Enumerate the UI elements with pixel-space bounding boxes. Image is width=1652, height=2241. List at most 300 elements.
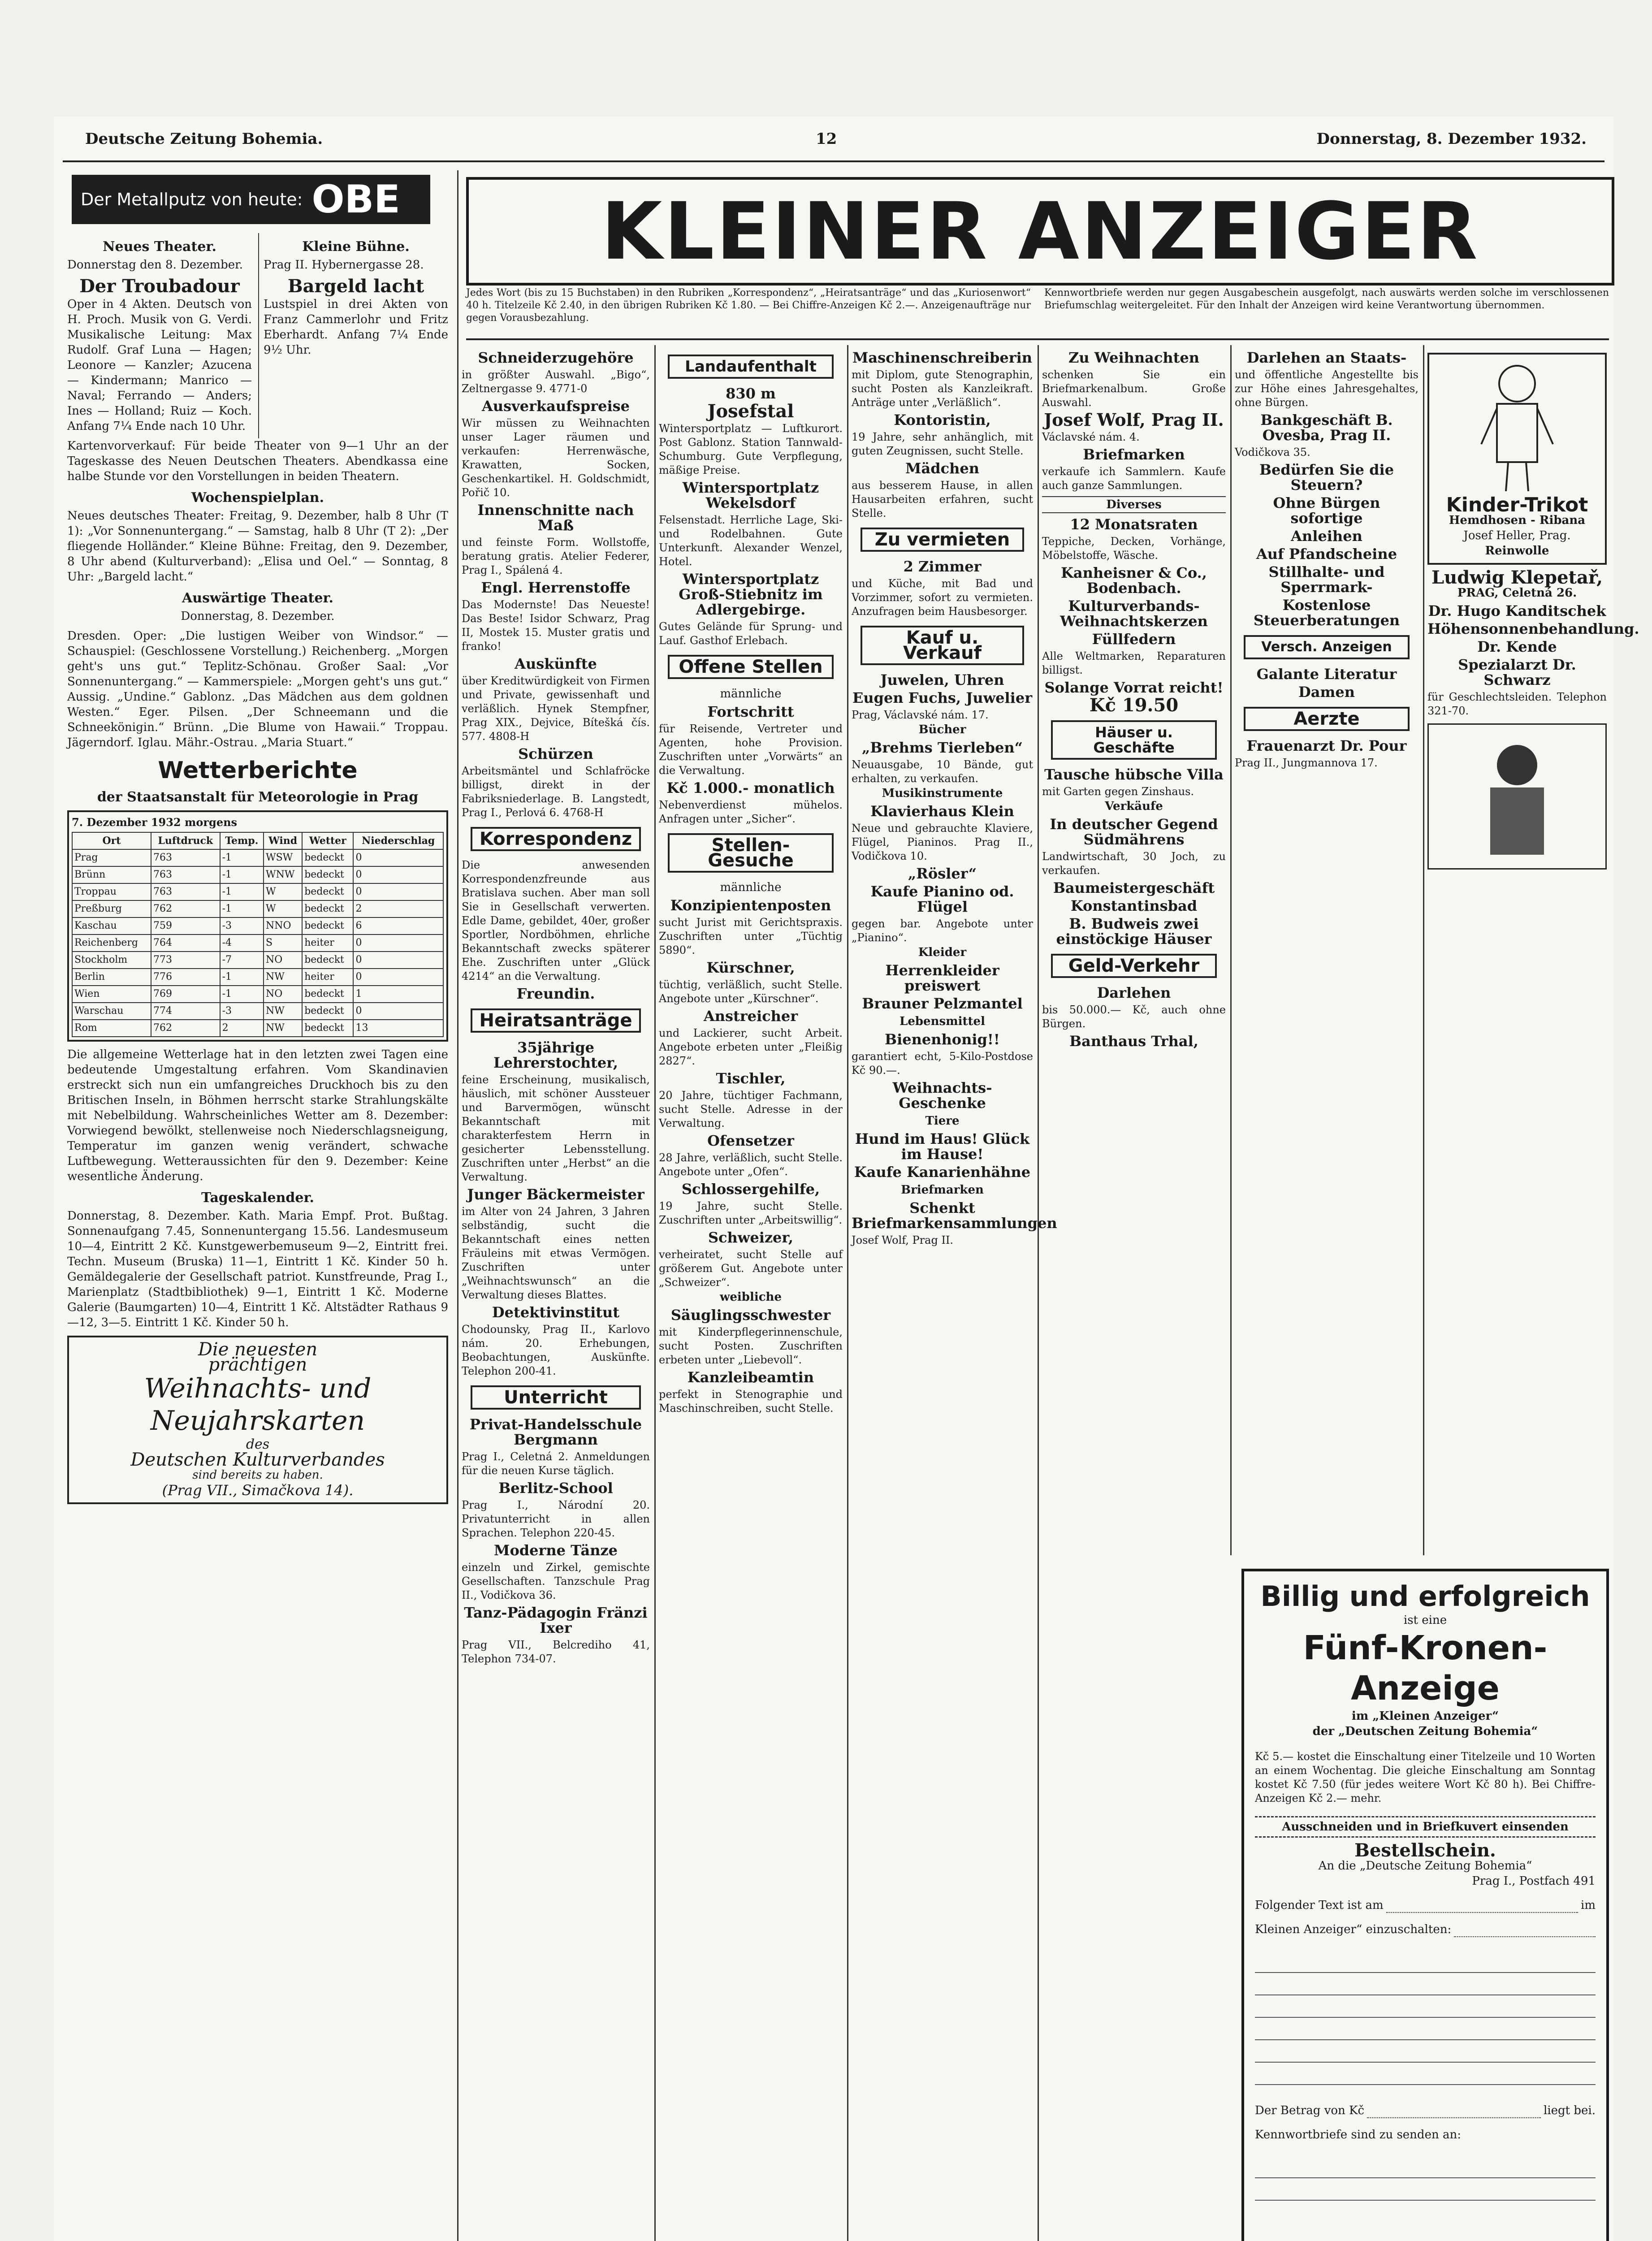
ad-title: Kaufe Kanarienhähne	[854, 1164, 1031, 1181]
pictorial-advertisement	[1427, 723, 1607, 870]
sub-verkaeufe: Verkäufe	[1105, 800, 1163, 813]
ad-title: Wintersportplatz Groß-Stiebnitz im Adlergebirge.	[679, 571, 823, 618]
table-cell: 763	[151, 866, 220, 883]
section-stellen-gesuche: Stellen-Gesuche	[668, 833, 834, 873]
ad-budweis	[1042, 916, 1226, 947]
table-cell: 763	[151, 849, 220, 866]
table-cell: Kaschau	[72, 917, 151, 934]
fk-sub: ist eine	[1403, 1614, 1447, 1627]
ad-bankhaus-trhal	[1042, 1034, 1226, 1049]
table-row	[72, 1020, 443, 1037]
ad-title: Weihnachts-Geschenke	[892, 1079, 992, 1112]
figure-illustration	[1450, 734, 1584, 859]
ad-bienenhonig	[852, 1032, 1033, 1077]
table-cell: bedeckt	[302, 866, 353, 883]
fk-text-lines[interactable]	[1255, 1951, 1596, 2094]
ad-text: über Kreditwürdigkeit von Firmen und Private, gewissenhaft und verläßlich. Hynek Stempfner, Prag XIX., Dejvice, Bítešká čís. 577. 4808-H	[462, 675, 650, 743]
ad-text: für Reisende, Vertreter und Agenten, hohe Provision. Zuschriften unter „Vorwärts“ an die Verwaltung.	[659, 722, 843, 777]
ad-herrenstoffe	[462, 580, 650, 653]
karten-ad-l6: Deutschen Kulturverbandes	[130, 1449, 385, 1470]
fk-field-1[interactable]	[1255, 1898, 1596, 1913]
sub-briefmarken: Briefmarken	[901, 1183, 984, 1197]
ad-title: Innenschnitte nach Maß	[477, 502, 634, 534]
table-row	[72, 917, 443, 934]
ad-title: Auf Pfandscheine	[1256, 545, 1397, 562]
ad-text: mit Diplom, gute Stenographin, sucht Posten als Kanzleikraft. Anträge unter „Verläßlich“.	[852, 368, 1033, 409]
ad-title: Privat-Handelsschule Bergmann	[469, 1416, 642, 1448]
fk-addr1: An die „Deutsche Zeitung Bohemia“	[1318, 1859, 1532, 1873]
ad-text: Das Modernste! Das Neueste! Das Beste! Isidor Schwarz, Prag II, Mostek 15. Muster gratis und franko!	[462, 598, 650, 653]
klepetar: Ludwig Klepetař,	[1431, 567, 1603, 588]
table-cell: Wien	[72, 986, 151, 1003]
table-cell: bedeckt	[302, 986, 353, 1003]
ad-title: Füllfedern	[1092, 631, 1176, 648]
table-cell: -3	[220, 917, 264, 934]
form-label: Der Betrag von Kč	[1255, 2104, 1365, 2117]
form-line[interactable]	[1386, 1898, 1578, 1913]
ad-klavierhaus	[852, 804, 1033, 863]
theater-play: Der Troubadour	[79, 276, 240, 297]
table-cell: WNW	[264, 866, 302, 883]
table-row	[72, 934, 443, 952]
column-5	[1042, 347, 1226, 2241]
fk-field-3[interactable]	[1255, 2103, 1596, 2118]
form-label: im	[1581, 1899, 1596, 1912]
table-cell: 774	[151, 1003, 220, 1020]
column-divider	[847, 345, 848, 2241]
table-cell: bedeckt	[302, 900, 353, 917]
ad-text: perfekt in Stenographie und Maschinschreiben, sucht Stelle.	[659, 1388, 843, 1415]
ad-text: mit Kinderpflegerinnenschule, sucht Posten. Zuschriften erbeten unter „Liebevoll“.	[659, 1326, 843, 1366]
ad-darlehen	[1042, 985, 1226, 1031]
ad-title: Ausverkaufspreise	[482, 398, 630, 415]
form-label: liegt bei.	[1544, 2104, 1596, 2117]
ad-text: 20 Jahre, tüchtiger Fachmann, sucht Stelle. Adresse in der Verwaltung.	[659, 1089, 843, 1129]
ad-ofensetzer	[659, 1133, 843, 1179]
table-cell: heiter	[302, 934, 353, 952]
ad-kuerschner	[659, 960, 843, 1006]
ad-kontoristin	[852, 412, 1033, 458]
karten-ad-l5: des	[246, 1436, 270, 1452]
weekplan-text: Neues deutsches Theater: Freitag, 9. Dezember, halb 8 Uhr (T 1): „Vor Sonnenuntergang.“ — Samstag, halb 8 Uhr (T 2): „Der fliegende Holländer.“ Kleine Bühne: Freitag, den 9. Dezember, 8 Uhr abend (Kulturverband): „Elisa und Oel.“ — Sonntag, 8 Uhr: „Bargeld lacht.“	[67, 509, 448, 584]
table-row	[72, 952, 443, 969]
ad-bergmann	[462, 1417, 650, 1478]
column-divider	[457, 170, 458, 2241]
ad-briefmarkensammlungen	[852, 1199, 1057, 1247]
ad-title: Spezialarzt Dr. Schwarz	[1458, 656, 1576, 688]
table-cell: 1	[353, 986, 443, 1003]
table-cell: Prag	[72, 849, 151, 866]
table-cell: NW	[264, 1020, 302, 1037]
ad-frauenarzt	[1235, 738, 1418, 770]
table-cell: Berlin	[72, 969, 151, 986]
ad-text: Prag, Václavské nám. 17.	[852, 709, 989, 721]
ad-saeuglingsschwester	[659, 1307, 843, 1367]
banner-title: KLEINER ANZEIGER	[601, 185, 1479, 277]
ad-suedmaehren	[1042, 817, 1226, 878]
ad-title: Kontoristin,	[894, 411, 991, 428]
table-cell: Rom	[72, 1020, 151, 1037]
table-cell: Preßburg	[72, 900, 151, 917]
weekplan-title: Wochenspielplan.	[191, 490, 324, 506]
ad-title: Josef Wolf, Prag II.	[1044, 410, 1224, 430]
weather-text: Die allgemeine Wetterlage hat in den letzten zwei Tagen eine bedeutende Umgestaltung erfahren. Vom Skandinavien erstreckt sich nun ein umfangreiches Druckhoch bis zu den Britischen Inseln, in Böhmen herrscht starke Strahlungskälte mit Nebelbildung. Wahrscheinliches Wetter am 8. Dezember: Vorwiegend bewölkt, stellenweise noch Niederschlagsneigung, Temperatur im ganzen wenig verändert, schwache Luftbewegung. Wetteraussichten für den 9. Dezember: Keine wesentliche Änderung.	[67, 1048, 448, 1183]
ad-title: Bankgeschäft B. Ovesba, Prag II.	[1260, 411, 1393, 444]
child-illustration	[1472, 359, 1562, 493]
form-line[interactable]	[1367, 2103, 1541, 2118]
ad-title: 35jährige Lehrerstochter,	[493, 1039, 618, 1071]
ad-title: Baumeistergeschäft	[1053, 879, 1215, 896]
ad-title: Brauner Pelzmantel	[862, 995, 1023, 1012]
kleine-buehne-address: Prag II. Hybernergasse 28.	[264, 258, 424, 272]
ad-text: Wintersportplatz — Luftkurort. Post Gablonz. Station Tannwald-Schumburg. Gute Verpflegung, mäßige Preise.	[659, 422, 843, 476]
ad-text: Die anwesenden Korrespondenzfreunde aus Bratislava suchen. Aber man soll Sie in Gesellschaft verwerten. Edle Dame, gebildet, 40er, großer Sportler, Nordböhmen, ehrliche Bekanntschaft zwecks späterer Ehe. Zuschriften unter „Glück 4214“ an die Verwaltung.	[462, 859, 650, 982]
ad-title: Kulturverbands-Weihnachtskerzen	[1060, 597, 1208, 630]
ad-galante-literatur	[1235, 666, 1418, 682]
section-haeuser-geschaefte: Häuser u. Geschäfte	[1051, 720, 1217, 760]
ad-josefstal	[659, 386, 843, 477]
ad-weihnachtskerzen	[1042, 598, 1226, 629]
weather-col-header: Temp.	[220, 832, 264, 849]
sub-buecher: Bücher	[918, 723, 966, 736]
ad-schlossergehilfe	[659, 1181, 843, 1227]
ad-title: Höhensonnenbehandlung.	[1427, 620, 1639, 637]
table-cell: Stockholm	[72, 952, 151, 969]
weather-col-header: Ort	[72, 832, 151, 849]
section-heiratsantraege: Heiratsanträge	[471, 1008, 641, 1033]
auswaertig-title: Auswärtige Theater.	[182, 590, 333, 606]
ad-title: Hund im Haus! Glück im Hause!	[855, 1130, 1030, 1163]
ad-text: Teppiche, Decken, Vorhänge, Möbelstoffe, Wäsche.	[1042, 535, 1226, 562]
ad-steuerberatungen	[1235, 597, 1418, 628]
ad-title: Klavierhaus Klein	[870, 803, 1014, 820]
ad-title: Juwelen, Uhren	[880, 671, 1004, 688]
ad-title: Schenkt Briefmarkensammlungen	[852, 1199, 1057, 1232]
weather-col-header: Wind	[264, 832, 302, 849]
rates-right: Kennwortbriefe werden nur gegen Ausgabeschein ausgefolgt, nach auswärts werden solche im verschlossenen Briefumschlag weitergeleitet. Für den Inhalt der Anzeigen wird keine Verantwortung übernommen.	[1044, 287, 1609, 311]
table-cell: bedeckt	[302, 1020, 353, 1037]
ad-ausverkauf	[462, 398, 650, 500]
table-cell: bedeckt	[302, 952, 353, 969]
table-cell: 0	[353, 969, 443, 986]
table-cell: 762	[151, 900, 220, 917]
ad-title: Kostenlose Steuerberatungen	[1253, 597, 1400, 629]
ad-title: Tischler,	[716, 1070, 786, 1087]
section-kauf-verkauf: Kauf u. Verkauf	[861, 626, 1024, 665]
ad-title: Säuglingsschwester	[670, 1307, 831, 1324]
ad-title: 2 Zimmer	[903, 558, 982, 575]
column-2	[462, 347, 650, 2241]
table-row	[72, 900, 443, 917]
ad-title: Kč 19.50	[1089, 695, 1179, 716]
sub-diverses: Diverses	[1042, 496, 1226, 513]
theater-cast: Oper in 4 Akten. Deutsch von H. Proch. Musik von G. Verdi. Musikalische Leitung: Max Rudolf. Graf Luna — Hagen; Leonore — Kanzler; Azucena — Kindermann; Manrico — Naval; Ferrando — Anders; Ines — Holland; Ruiz — Koch. Anfang 7¼ Ende nach 10 Uhr.	[67, 298, 252, 433]
ad-text: Neuausgabe, 10 Bände, gut erhalten, zu verkaufen.	[852, 758, 1033, 785]
weather-caption: 7. Dezember 1932 morgens	[72, 816, 238, 829]
ad-title: Zu Weihnachten	[1068, 349, 1200, 366]
ad-title: Junger Bäckermeister	[467, 1186, 644, 1203]
ad-title: Mädchen	[905, 460, 979, 477]
ad-moderne-taenze	[462, 1543, 650, 1602]
fuenf-kronen-ad	[1241, 1569, 1609, 2241]
ad-kinder-trikot	[1427, 353, 1607, 565]
fk-title: Billig und erfolgreich	[1260, 1580, 1590, 1613]
ad-text: Prag I., Národní 20. Privatunterricht in allen Sprachen. Telephon 220-45.	[462, 1499, 650, 1539]
table-cell: NO	[264, 986, 302, 1003]
table-cell: -3	[220, 1003, 264, 1020]
ad-title: Solange Vorrat reicht!	[1044, 679, 1224, 696]
table-cell: NO	[264, 952, 302, 969]
ad-title: Dr. Hugo Kanditschek	[1428, 602, 1606, 619]
ad-text: tüchtig, verläßlich, sucht Stelle. Angebote unter „Kürschner“.	[659, 978, 843, 1005]
table-cell: -1	[220, 883, 264, 900]
section-aerzte: Aerzte	[1244, 707, 1410, 731]
ad-darlehen-staats	[1235, 350, 1418, 410]
weather-table-header	[72, 832, 443, 849]
ad-title: Anleihen	[1291, 528, 1362, 545]
column-divider	[654, 345, 656, 2241]
ad-title: Konzipientenposten	[670, 897, 831, 914]
ad-villa	[1042, 767, 1226, 799]
table-cell: 764	[151, 934, 220, 952]
ad-title: Auskünfte	[515, 655, 597, 672]
ad-wekelsdorf	[659, 480, 843, 569]
table-cell: -1	[220, 900, 264, 917]
ad-zu-weihnachten	[1042, 350, 1226, 410]
table-cell: -1	[220, 969, 264, 986]
section-offene-stellen: Offene Stellen	[668, 655, 834, 679]
page-header	[54, 130, 1613, 157]
ad-konzipient	[659, 898, 843, 957]
ad-text: schenken Sie ein Briefmarkenalbum. Große Auswahl.	[1042, 368, 1226, 409]
ad-title: Kanzleibeamtin	[687, 1369, 814, 1386]
sub-maennliche-2: männliche	[720, 881, 782, 894]
ad-kanzleibeamtin	[659, 1370, 843, 1415]
fk-address-lines[interactable]	[1255, 2156, 1596, 2210]
ad-title: In deutscher Gegend Südmährens	[1050, 816, 1218, 848]
ad-kaufe-pianino	[852, 884, 1033, 945]
ad-text: Nebenverdienst mühelos. Anfragen unter „Sicher“.	[659, 799, 843, 825]
theater-title: Neues Theater.	[103, 239, 216, 255]
ad-title: Darlehen an Staats-	[1246, 349, 1407, 366]
ad-text: Chodounsky, Prag II., Karlovo nám. 20. Erhebungen, Beobachtungen, Auskünfte. Telephon 200-41.	[462, 1323, 650, 1377]
section-unterricht: Unterricht	[471, 1385, 641, 1410]
ad-maedchen	[852, 461, 1033, 520]
ad-title: Freundin.	[516, 985, 595, 1002]
weather-col-header: Niederschlag	[353, 832, 443, 849]
ad-anstreicher	[659, 1008, 843, 1068]
ad-title: Tanz-Pädagogin Fränzi Ixer	[464, 1604, 648, 1636]
ad-text: 19 Jahre, sehr anhänglich, mit guten Zeugnissen, sucht Stelle.	[852, 431, 1033, 457]
ad-text: Wir müssen zu Weihnachten unser Lager räumen und verkaufen: Herrenwäsche, Krawatten, Socken, Geschenkartikel. H. Goldschmidt, Pořič 10.	[462, 417, 650, 499]
ad-title: „Brehms Tierleben“	[861, 739, 1023, 756]
ad-eugen-fuchs	[852, 690, 1033, 722]
table-cell: 2	[353, 900, 443, 917]
fk-field-2[interactable]	[1255, 1922, 1596, 1937]
ad-nebenverdienst	[659, 780, 843, 826]
table-cell: bedeckt	[302, 883, 353, 900]
form-label: Kleinen Anzeiger“ einzuschalten:	[1255, 1923, 1452, 1936]
ad-damen	[1235, 684, 1418, 700]
table-cell: 0	[353, 934, 443, 952]
fk-addr2: Prag I., Postfach 491	[1472, 1874, 1596, 1888]
table-cell: S	[264, 934, 302, 952]
ad-text: Neue und gebrauchte Klaviere, Flügel, Pianinos. Prag II., Vodičkova 10.	[852, 822, 1033, 862]
ad-baeckermeister	[462, 1187, 650, 1302]
ad-monatsraten	[1042, 517, 1226, 562]
kinder-sub: Hemdhosen - Ribana	[1449, 514, 1586, 527]
ad-text: feine Erscheinung, musikalisch, häuslich, mit schöner Aussteuer und Barvermögen, wünscht Bekanntschaft mit charakterfestem Herrn in gesicherter Lebensstellung. Zuschriften unter „Herbst“ an die Verwaltung.	[462, 1073, 650, 1183]
ad-title: Briefmarken	[1083, 446, 1185, 463]
ad-text: und Lackierer, sucht Arbeit. Angebote erbeten unter „Fleißig 2827“.	[659, 1027, 843, 1067]
kleine-buehne-play: Bargeld lacht	[287, 276, 424, 297]
ad-title: 12 Monatsraten	[1070, 516, 1198, 533]
ad-schneiderzugehoere	[462, 350, 650, 396]
ad-title: Berlitz-School	[498, 1480, 613, 1497]
ad-title: Konstantinsbad	[1070, 897, 1198, 914]
table-row	[72, 986, 443, 1003]
ad-roesler	[852, 866, 1033, 881]
theater-date: Donnerstag den 8. Dezember.	[67, 258, 243, 272]
ad-steuern	[1235, 462, 1418, 493]
table-cell: Reichenberg	[72, 934, 151, 952]
ad-text: aus besserem Hause, in allen Hausarbeiten erfahren, sucht Stelle.	[852, 479, 1033, 519]
ad-title: Schürzen	[518, 745, 593, 762]
ad-title: B. Budweis zwei einstöckige Häuser	[1056, 915, 1212, 947]
table-cell: 776	[151, 969, 220, 986]
sub-tiere: Tiere	[925, 1114, 960, 1128]
ad-kanheisner	[1042, 565, 1226, 596]
weather-col-header: Wetter	[302, 832, 353, 849]
kleiner-anzeiger-banner	[466, 177, 1614, 286]
ad-text: und feinste Form. Wollstoffe, beratung gratis. Atelier Federer, Prag I., Spálená 4.	[462, 536, 650, 576]
column-1	[67, 233, 448, 2241]
table-cell: -1	[220, 866, 264, 883]
karten-ad-l2: prächtigen	[208, 1354, 307, 1375]
ad-title: Engl. Herrenstoffe	[481, 579, 631, 596]
weather-table-body	[72, 849, 443, 1037]
auswaertig-text: Dresden. Oper: „Die lustigen Weiber von Windsor.“ — Schauspiel: (Geschlossene Vorstellung.) Reichenberg. „Morgen geht's uns gut.“ Teplitz-Schönau. Großer Saal: „Vor Sonnenuntergang.“ — Kammerspiele: „Morgen geht's uns gut.“ Aussig. „Undine.“ Gablonz. „Das Mädchen aus dem goldnen Westen.“ Eger. Pilsen. „Der Schneemann und die Schneekönigin.“ Brünn. „Die Blume von Hawaii.“ Troppau. Jägerndorf. Iglau. Mähr.-Ostrau. „Maria Stuart.“	[67, 629, 448, 749]
ad-text: Prag VII., Belcrediho 41, Telephon 734-07.	[462, 1639, 650, 1665]
ad-text: Prag I., Celetná 2. Anmeldungen für die neuen Kurse täglich.	[462, 1450, 650, 1477]
table-cell: -7	[220, 952, 264, 969]
ad-tischler	[659, 1071, 843, 1130]
ad-title: Josefstal	[707, 401, 794, 422]
table-cell: 759	[151, 917, 220, 934]
ad-fuellfedern	[1042, 632, 1226, 677]
ad-text: mit Garten gegen Zinshaus.	[1042, 785, 1194, 798]
section-landaufenthalt: Landaufenthalt	[668, 355, 834, 379]
table-row	[72, 866, 443, 883]
ad-ovesba	[1235, 412, 1418, 459]
ad-text: Vodičkova 35.	[1235, 446, 1310, 459]
form-line[interactable]	[1454, 1922, 1596, 1937]
ad-kanditschek	[1427, 603, 1607, 619]
sub-lebensmittel: Lebensmittel	[900, 1015, 985, 1028]
weather-col-header: Luftdruck	[151, 832, 220, 849]
ad-text: 19 Jahre, sucht Stelle. Zuschriften unter „Arbeitswillig“.	[659, 1200, 843, 1226]
ad-title: Kürschner,	[706, 959, 795, 976]
ad-pfandscheine	[1235, 546, 1418, 562]
ad-schweizer	[659, 1230, 843, 1289]
ad-title: Eugen Fuchs, Juwelier	[852, 689, 1033, 706]
ad-text: und öffentliche Angestellte bis zur Höhe eines Jahresgehaltes, ohne Bürgen.	[1235, 368, 1418, 409]
ad-schuerzen	[462, 746, 650, 820]
ad-text: einzeln und Zirkel, gemischte Gesellschaften. Tanzschule Prag II., Vodičkova 36.	[462, 1561, 650, 1601]
kleine-buehne-title: Kleine Bühne.	[302, 239, 410, 255]
ad-text: Gutes Gelände für Sprung- und Lauf. Gasthof Erlebach.	[659, 620, 843, 647]
column-divider	[1038, 345, 1039, 2241]
ad-title: Tausche hübsche Villa	[1044, 766, 1224, 783]
table-cell: WSW	[264, 849, 302, 866]
ad-text: Prag II., Jungmannova 17.	[1235, 757, 1378, 769]
ad-text: garantiert echt, 5-Kilo-Postdose Kč 90.—.	[852, 1050, 1033, 1077]
table-cell: 6	[353, 917, 443, 934]
karten-ad-l7: sind bereits zu haben.	[192, 1468, 323, 1482]
ad-title: Anstreicher	[703, 1008, 798, 1025]
fk-l1: im „Kleinen Anzeiger“	[1351, 1709, 1499, 1723]
obe-logo: OBE	[311, 177, 400, 222]
ad-konstantinsbad	[1042, 898, 1226, 913]
ad-title: Kaufe Pianino od. Flügel	[870, 883, 1014, 915]
ad-josef-wolf	[1042, 412, 1226, 444]
ad-text: Josef Wolf, Prag II.	[852, 1234, 954, 1246]
ad-innenschnitte	[462, 502, 650, 577]
ad-detektivinstitut	[462, 1305, 650, 1378]
table-cell: 762	[151, 1020, 220, 1037]
ad-text: 28 Jahre, verläßlich, sucht Stelle. Angebote unter „Ofen“.	[659, 1151, 843, 1178]
ad-title: Fortschritt	[707, 703, 794, 720]
ad-2-zimmer	[852, 559, 1033, 619]
table-cell: heiter	[302, 969, 353, 986]
table-cell: 0	[353, 866, 443, 883]
ad-text: gegen bar. Angebote unter „Pianino“.	[852, 917, 1033, 944]
ad-herrenkleider	[852, 963, 1033, 993]
karten-ad	[67, 1336, 448, 1504]
table-cell: 0	[353, 1003, 443, 1020]
table-cell: bedeckt	[302, 917, 353, 934]
table-row	[72, 969, 443, 986]
theater-block	[67, 233, 448, 438]
header-rule	[63, 160, 1604, 162]
ad-text: sucht Jurist mit Gerichtspraxis. Zuschriften unter „Tüchtig 5890“.	[659, 916, 843, 956]
kalender-title: Tageskalender.	[201, 1190, 314, 1206]
ad-text: Landwirtschaft, 30 Joch, zu verkaufen.	[1042, 850, 1226, 877]
ad-text: Václavské nám. 4.	[1042, 431, 1140, 443]
column-4	[852, 347, 1057, 2241]
table-cell: W	[264, 883, 302, 900]
table-cell: W	[264, 900, 302, 917]
ad-dr-schwarz	[1427, 657, 1607, 718]
ad-title: Schweizer,	[708, 1229, 794, 1246]
table-cell: 0	[353, 849, 443, 866]
fk-big: Fünf-Kronen-Anzeige	[1303, 1629, 1548, 1708]
ad-title: Damen	[1298, 684, 1355, 701]
karten-ad-l3: Weihnachts- und	[144, 1373, 372, 1404]
ad-title: Galante Literatur	[1256, 666, 1397, 683]
ad-weihnachtsgeschenke	[852, 1080, 1033, 1111]
ad-title: Detektivinstitut	[492, 1304, 620, 1321]
ad-briefmarken	[1042, 447, 1226, 493]
ad-title: 830 m	[726, 385, 776, 402]
ad-juwelen	[852, 672, 1033, 688]
ad-title: Ofensetzer	[707, 1132, 794, 1149]
weather-table-box	[67, 810, 448, 1042]
karten-ad-l1: Die neuesten	[198, 1339, 318, 1360]
ad-title: Frauenarzt Dr. Pour	[1246, 737, 1407, 754]
fk-bestellschein: Bestellschein.	[1354, 1840, 1496, 1861]
kinder-title: Kinder-Trikot	[1446, 493, 1588, 516]
